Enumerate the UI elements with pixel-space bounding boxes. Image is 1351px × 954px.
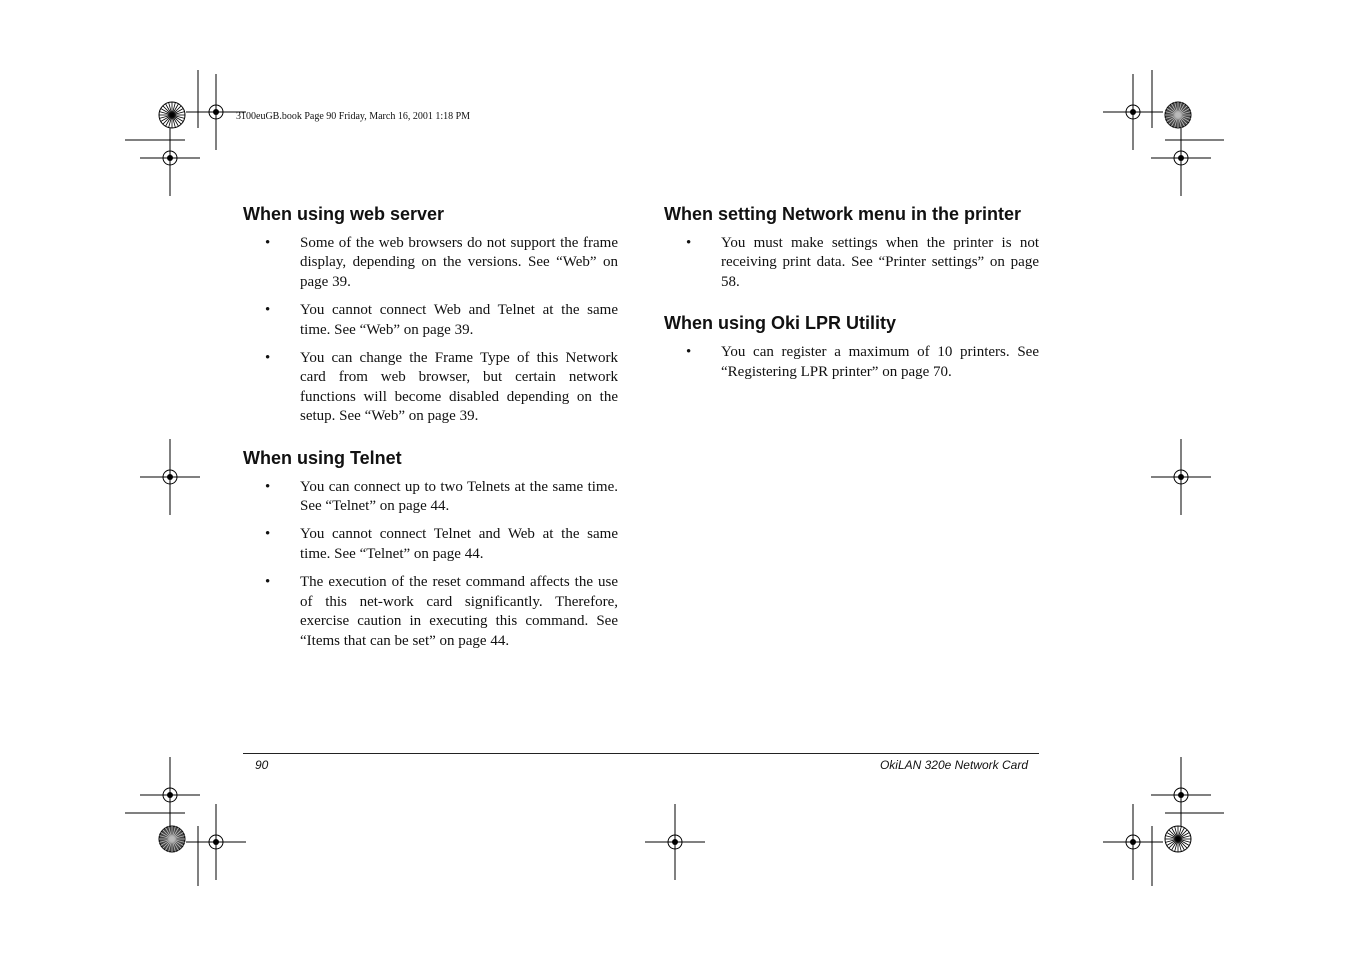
bullet-icon: • bbox=[265, 526, 271, 543]
telnet-list bbox=[243, 478, 618, 651]
network-menu-list bbox=[664, 234, 1039, 292]
bullet-icon: • bbox=[265, 235, 271, 251]
list-item: • You cannot connect Telnet and Web at the same time. See “Telnet” on page 44. bbox=[265, 526, 618, 562]
crop-header-info: 3100euGB.book Page 90 Friday, March 16, 2001 1:18 PM bbox=[236, 111, 471, 122]
bullet-icon: • bbox=[265, 478, 271, 495]
footer-rule bbox=[243, 753, 1039, 754]
section-title-network-menu: When setting Network menu in the printer bbox=[664, 204, 1022, 224]
section-title-telnet: When using Telnet bbox=[243, 447, 402, 468]
registration-dot bbox=[167, 792, 173, 798]
star-target-icon bbox=[159, 102, 185, 128]
left-column bbox=[243, 203, 618, 671]
web-server-list bbox=[243, 234, 618, 427]
registration-dot bbox=[1178, 474, 1184, 480]
registration-dot bbox=[1130, 839, 1136, 845]
registration-dot bbox=[213, 839, 219, 845]
list-item: • You can change the Frame Type of this Network card from web browser, but certain network functions will become disabled depending on the setup. See “Web” on page 39. bbox=[265, 350, 618, 425]
lpr-utility-list bbox=[664, 343, 1039, 382]
registration-dot bbox=[1130, 109, 1136, 115]
dark-star-target-icon bbox=[159, 826, 185, 852]
dark-star-target-icon bbox=[1165, 102, 1191, 128]
bullet-icon: • bbox=[265, 574, 271, 591]
registration-dot bbox=[167, 155, 173, 161]
bullet-icon: • bbox=[686, 235, 692, 251]
registration-dot bbox=[1178, 792, 1184, 798]
page-number: 90 bbox=[255, 758, 269, 772]
section-title-web-server: When using web server bbox=[243, 204, 445, 224]
right-column bbox=[664, 203, 1039, 402]
bullet-icon: • bbox=[265, 350, 271, 367]
registration-dot bbox=[213, 109, 219, 115]
registration-dot bbox=[167, 474, 173, 480]
registration-dot bbox=[1178, 155, 1184, 161]
footer-product-name: OkiLAN 320e Network Card bbox=[879, 758, 1028, 772]
list-item: • You cannot connect Web and Telnet at the same time. See “Web” on page 39. bbox=[265, 302, 618, 338]
bullet-icon: • bbox=[265, 302, 271, 319]
list-item: • You can register a maximum of 10 printers. See “Registering LPR printer” on page 70. bbox=[686, 344, 1039, 380]
section-title-lpr-utility: When using Oki LPR Utility bbox=[664, 313, 897, 334]
registration-dot bbox=[672, 839, 678, 845]
list-item: • The execution of the reset command affects the use of this net-work card significantly. Therefore, exercise caution in executing this command. See “Items that can be set” on page 44. bbox=[265, 574, 618, 649]
bullet-icon: • bbox=[686, 344, 692, 361]
list-item: • You can connect up to two Telnets at the same time. See “Telnet” on page 44. bbox=[265, 478, 618, 515]
list-item: • Some of the web browsers do not support the frame display, depending on the versions. See “Web” on page 39. bbox=[265, 235, 618, 290]
list-item: • You must make settings when the printer is not receiving print data. See “Printer settings” on page 58. bbox=[686, 235, 1039, 290]
star-target-icon bbox=[1165, 826, 1191, 852]
